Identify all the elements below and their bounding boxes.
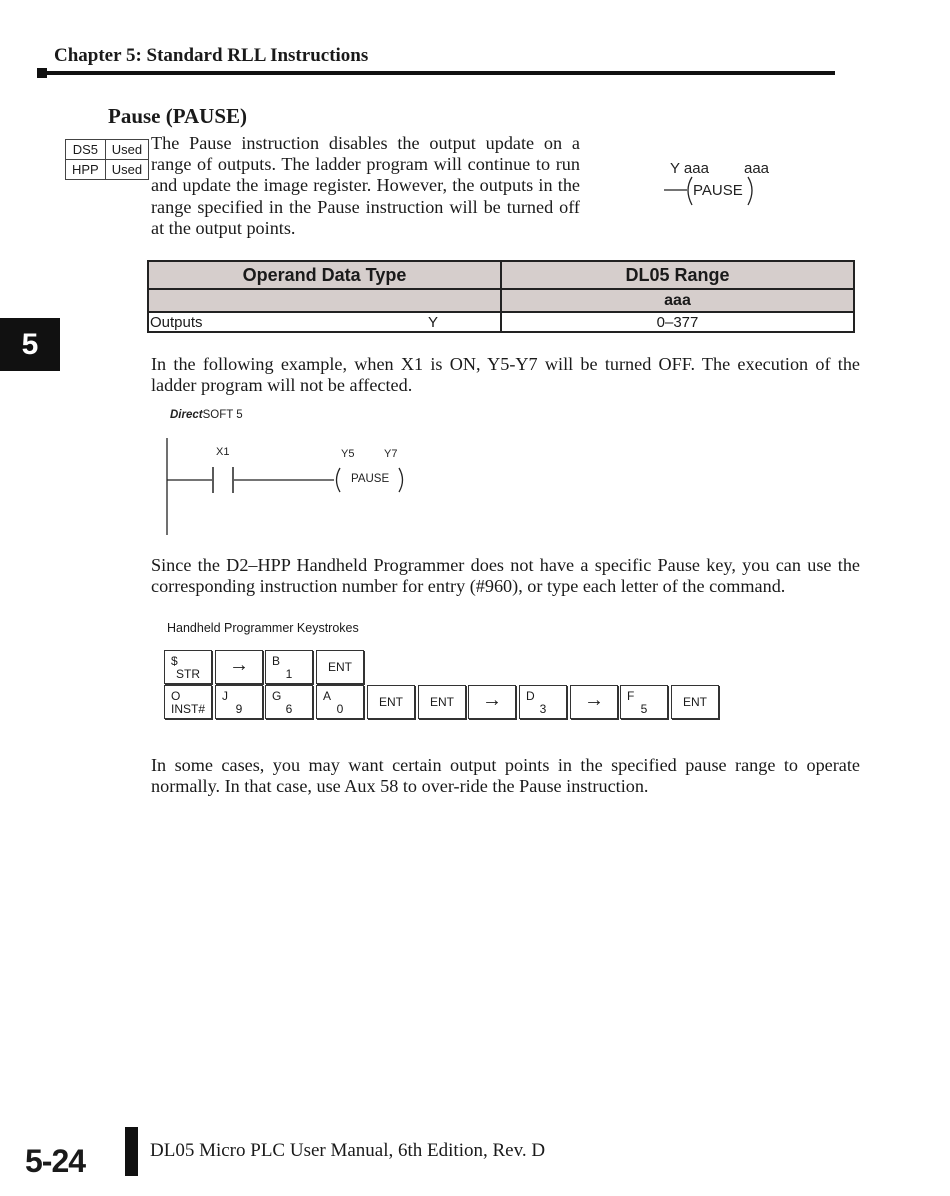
keystrokes-caption: Handheld Programmer Keystrokes [167,621,359,635]
operand-row-name-cell [148,312,501,332]
operand-subheader-row [148,289,854,312]
key-label: ENT [430,695,454,709]
key-shift-label: $ [171,654,178,668]
chapter-side-tab: 5 [0,318,60,371]
key-row2-7 [468,685,516,719]
operand-subheader-blank [148,289,501,312]
key-main-label: 5 [640,702,648,716]
key-shift-label: G [272,689,282,703]
ladder-coil-right-paren [399,468,403,492]
key-main-label: 9 [235,702,243,716]
key-row2-6 [418,685,466,719]
section-title: Pause (PAUSE) [108,104,248,128]
key-shift-label: F [627,689,635,703]
example-paragraph: In the following example, when X1 is ON, Y5-Y7 will be turned OFF. The execution of the ladder program will not be affected. [151,354,860,396]
arrow-right-icon: → [229,654,249,676]
key-main-label: 1 [285,667,293,681]
compat-device-ds5: DS5 [66,140,106,160]
operand-row-outputs [148,312,854,332]
range-subheader: aaa [501,289,854,312]
key-row1-2 [215,650,263,684]
page-number: 5-24 [25,1143,86,1179]
key-row2-2 [215,685,263,719]
key-row2-11 [671,685,719,719]
ladder-coil-left-paren [337,468,341,492]
operand-header-row [148,261,854,289]
compat-status-hpp: Used [105,160,148,180]
compat-status-ds5: Used [105,140,148,160]
key-row2-9 [570,685,618,719]
key-shift-label: J [222,689,228,703]
key-row2-8 [519,685,567,719]
ladder-diagram [150,405,430,545]
coil-right-paren [748,177,752,205]
hpp-paragraph: Since the D2–HPP Handheld Programmer does not have a specific Pause key, you can use the corresponding instruction number for entry (#960), or type each letter of the command. [151,555,860,597]
operand-row-type: Y [427,313,438,331]
compat-device-hpp: HPP [66,160,106,180]
key-main-label: INST# [170,702,205,716]
header-rule [43,71,835,75]
key-label: ENT [328,660,352,674]
compatibility-table [65,139,149,180]
key-row2-4 [316,685,364,719]
symbol-box-label: PAUSE [693,182,743,199]
key-label: ENT [379,695,403,709]
arrow-right-icon: → [584,689,604,711]
key-shift-label: B [272,654,281,668]
compat-row-hpp [66,160,149,180]
operand-col-header: Operand Data Type [148,261,501,289]
footer-bar [125,1127,138,1176]
key-row1-4 [316,650,364,684]
range-col-header: DL05 Range [501,261,854,289]
key-main-label: 0 [336,702,344,716]
intro-paragraph: The Pause instruction disables the output update on a range of outputs. The ladder program will continue to run and update the image register. However, the outputs in the range specified in the Pause instruction will be turned off at the output points. [151,133,580,238]
software-brand: Direct [170,409,203,421]
key-row2-5 [367,685,415,719]
operand-row-range: 0–377 [501,312,854,332]
contact-label: X1 [216,446,230,458]
svg-text:DirectSOFT 5 [170,409,243,421]
key-row2-3 [265,685,313,719]
compat-row-ds5 [66,140,149,160]
coil-start-label: Y5 [341,448,355,460]
key-row2-1 [164,685,212,719]
coil-end-label: Y7 [384,448,398,460]
closing-paragraph: In some cases, you may want certain output points in the specified pause range to operate normally. In that case, use Aux 58 to over-ride the Pause instruction. [151,755,860,797]
key-label: ENT [683,695,707,709]
symbol-left-label: Y aaa [670,160,709,177]
key-main-label: 3 [539,702,547,716]
symbol-right-label: aaa [744,160,770,177]
pause-symbol-diagram [664,152,774,212]
key-shift-label: O [171,689,181,703]
key-main-label: 6 [285,702,293,716]
key-row1-1 [164,650,212,684]
software-name: SOFT 5 [202,409,243,421]
key-main-label: STR [176,667,200,681]
key-shift-label: D [526,689,535,703]
key-row2-10 [620,685,668,719]
footer-manual-title: DL05 Micro PLC User Manual, 6th Edition, Rev. D [150,1140,546,1161]
chapter-title: Chapter 5: Standard RLL Instructions [54,45,369,66]
operand-row-name: Outputs [150,313,203,331]
ladder-coil-label: PAUSE [351,473,390,485]
key-shift-label: A [323,689,332,703]
arrow-right-icon: → [482,689,502,711]
key-row1-3 [265,650,313,684]
coil-left-paren [688,177,692,205]
operand-table [147,260,855,333]
